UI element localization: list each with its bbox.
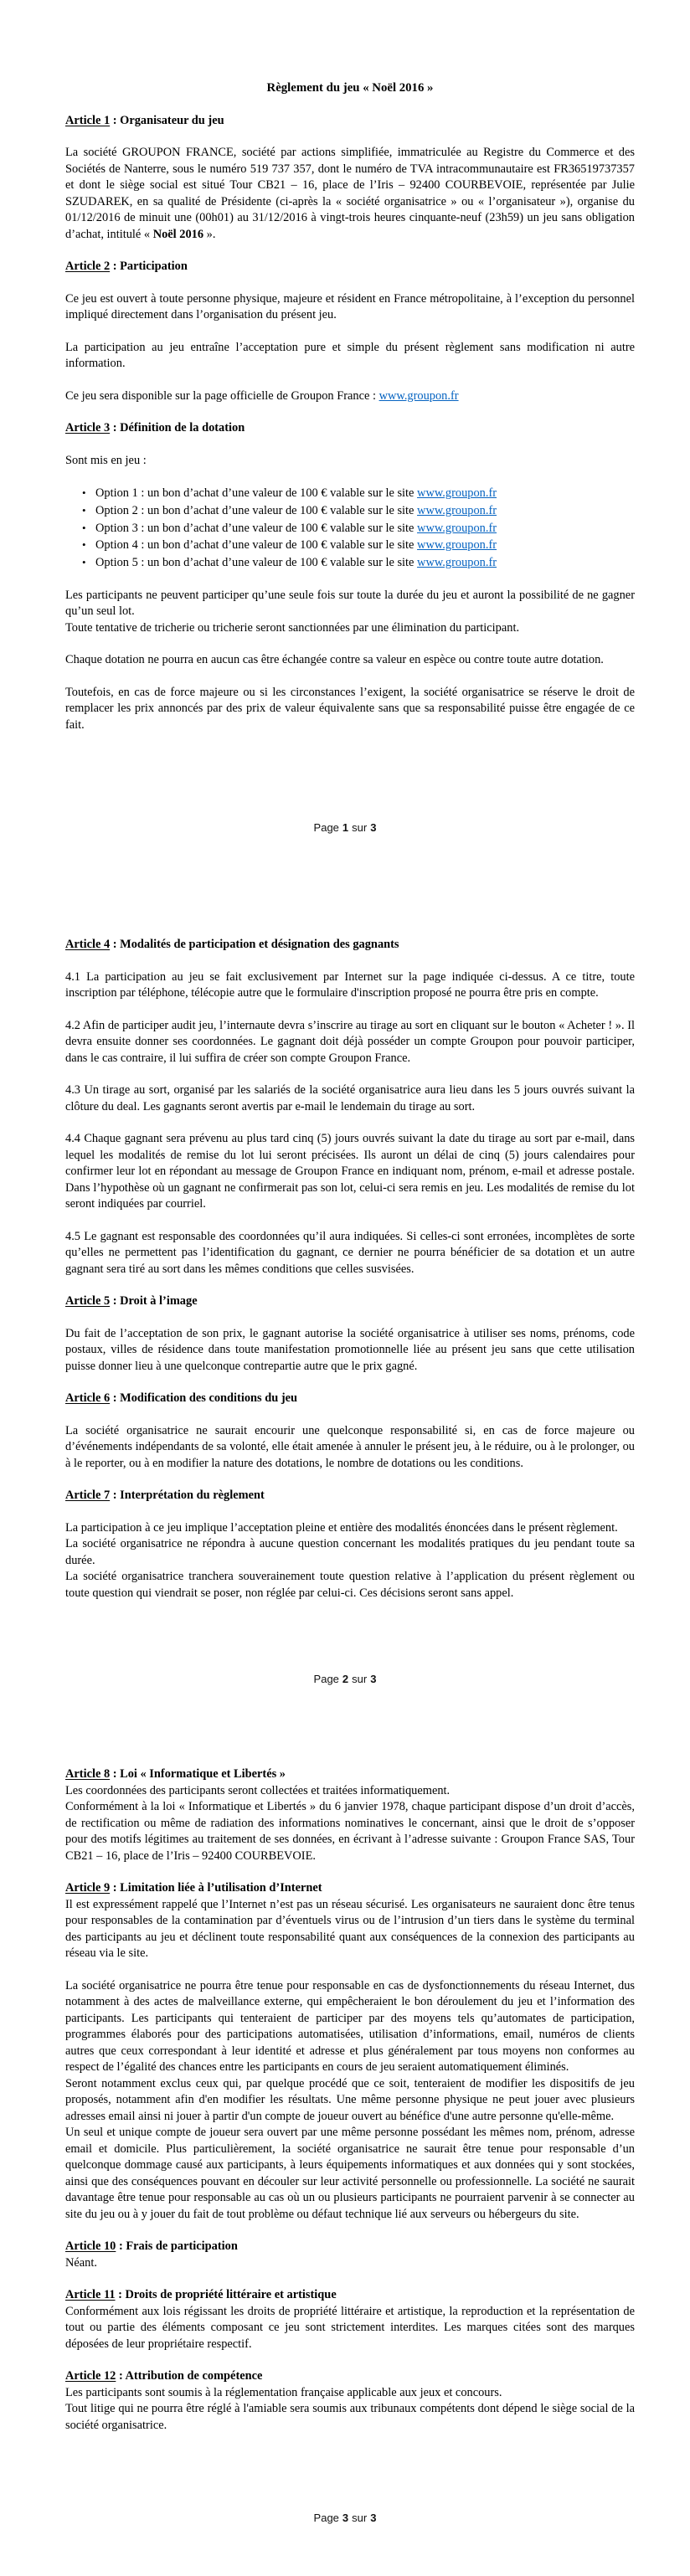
groupon-link[interactable]: www.groupon.fr	[417, 538, 497, 553]
paragraph	[65, 1536, 635, 1569]
text-run: La société organisatrice ne saurait encourir une quelconque responsabilité si, en cas de force majeure ou d’événements indépendants de sa volonté, elle était amenée à annuler le présent jeu, à le réduire, ou à le prolonger, ou à le reporter, ou à en modifier la nature des dotations, le nombre de dotations ou les conditions.	[65, 1423, 635, 1470]
page-3	[0, 1706, 690, 2576]
article-number: Article 4	[65, 938, 111, 951]
article-heading	[65, 1391, 635, 1407]
footer-page-number: 1	[342, 821, 349, 834]
text-run: Un seul et unique compte de joueur sera ouvert par une même personne possédant les mêmes nom, prénom, adresse email et domicile. Plus particulièrement, la société organisatrice ne saurait être tenue pour responsable d’un quelconque dommage causé aux participants, à leurs équipements informatiques et aux données qui y sont stockées, ainsi que des conséquences pouvant en découler sur leur activité personnelle ou professionnelle. La société ne saurait davantage être tenue pour responsable au cas où un ou plusieurs participants ne pourraient parvenir à se connecter au site du jeu ou à y jouer du fait de tout problème ou défaut technique lié aux serveurs ou hébergeurs du site.	[65, 2126, 635, 2221]
article-heading	[65, 1488, 635, 1504]
text-run: Du fait de l’acceptation de son prix, le gagnant autorise la société organisatrice à utiliser ses noms, prénoms, code postaux, villes de résidence dans toute manifestation promotionnelle liée au présent jeu sans que cette utilisation puisse donner lieu à une quelconque contrepartie autre que le prix gagné.	[65, 1326, 635, 1373]
text-run: Option 4 : un bon d’achat d’une valeur de 100 € valable sur le site	[95, 538, 418, 553]
article-heading-title: : Loi « Informatique et Libertés »	[110, 1767, 286, 1781]
paragraph	[65, 1423, 635, 1473]
text-run: Ce jeu est ouvert à toute personne physique, majeure et résident en France métropolitaine, à l’exception du personnel impliqué directement dans l’organisation du présent jeu.	[65, 291, 635, 321]
paragraph	[65, 453, 635, 470]
bullet-text	[95, 485, 635, 502]
bullet-text	[95, 537, 635, 554]
bullet-icon: •	[82, 503, 86, 517]
article-heading-title: : Organisateur du jeu	[110, 113, 224, 127]
text-run: La société organisatrice tranchera souverainement toute question relative à l’application du présent règlement ou toute question qui viendrait se poser, non réglée par celui-ci. Ces décisions seront sans appel.	[65, 1570, 635, 1600]
paragraph	[65, 1978, 635, 2076]
text-run: 4.2 Afin de participer audit jeu, l’internaute devra s’inscrire au tirage au sort en cliquant sur le bouton « Acheter ! ». Il devra ensuite donner ses coordonnées. Le gagnant doit déjà posséder un compte Groupon pour pouvoir participer, dans le cas contraire, il lui suffira de créer son compte Groupon France.	[65, 1018, 635, 1065]
page-2	[0, 853, 690, 1706]
paragraph	[65, 685, 635, 734]
article-heading	[65, 1880, 635, 1897]
text-run: 4.1 La participation au jeu se fait exclusivement par Internet sur la page indiquée ci-dessus. A ce titre, toute inscription par téléphone, télécopie autre que le formulaire d'inscription proposé ne pourra être pris en compte.	[65, 969, 635, 1000]
paragraph	[65, 1799, 635, 1864]
page-3-body	[65, 1766, 635, 2434]
text-run: Conformément à la loi « Informatique et Libertés » du 6 janvier 1978, chaque participant dispose d’un droit d’accès, de rectification ou même de radiation des informations nominatives le concernant, ainsi que le droit de s’opposer pour des motifs légitimes au traitement de ses données, en écrivant à l’adresse suivante : Groupon France SAS, Tour CB21 – 16, place de l’Iris – 92400 COURBEVOIE.	[65, 1800, 635, 1863]
article-heading-title: : Modification des conditions du jeu	[110, 1391, 298, 1405]
bullet-icon: •	[82, 556, 86, 569]
bullet-item	[65, 554, 635, 572]
paragraph	[65, 1018, 635, 1067]
article-heading	[65, 2239, 635, 2255]
article-number: Article 7	[65, 1489, 111, 1502]
footer-total-pages: 3	[370, 821, 377, 834]
groupon-link[interactable]: www.groupon.fr	[417, 521, 497, 535]
article-number: Article 11	[65, 2288, 116, 2301]
text-run: 4.5 Le gagnant est responsable des coordonnées qu’il aura indiquées. Si celles-ci sont erronées, incomplètes de sorte qu’elles ne permettent pas l’identification du gagnant, ce dernier ne pourra bénéficier de sa dotation et un autre gagnant sera tiré au sort dans les mêmes conditions que celles susvisées.	[65, 1229, 635, 1276]
bullet-list	[65, 485, 635, 572]
paragraph	[65, 1783, 635, 1800]
text-run: Toute tentative de tricherie ou tricherie seront sanctionnées par une élimination du participant.	[65, 620, 520, 635]
bullet-item	[65, 520, 635, 537]
paragraph	[65, 652, 635, 669]
bullet-text	[95, 502, 635, 520]
paragraph	[65, 1897, 635, 1962]
page-2-body	[65, 937, 635, 1602]
paragraph	[65, 2401, 635, 2434]
text-run: Les coordonnées des participants seront collectées et traitées informatiquement.	[65, 1783, 451, 1797]
text-run: Néant.	[65, 2255, 97, 2270]
text-run: La participation à ce jeu implique l’acceptation pleine et entière des modalités énoncées dans le présent règlement.	[65, 1520, 618, 1535]
bullet-text	[95, 554, 635, 572]
footer-separator: sur	[352, 821, 368, 834]
paragraph	[65, 588, 635, 620]
paragraph	[65, 620, 635, 637]
footer-page-number: 3	[342, 2512, 349, 2524]
article-heading	[65, 1293, 635, 1310]
paragraph	[65, 291, 635, 324]
paragraph	[65, 969, 635, 1002]
footer-page-number: 2	[342, 1673, 349, 1685]
article-number: Article 2	[65, 260, 111, 273]
paragraph	[65, 388, 635, 405]
article-number: Article 5	[65, 1294, 111, 1308]
text-run: La société organisatrice ne pourra être tenue pour responsable en cas de dysfonctionnements du réseau Internet, dus notamment à des actes de malveillance externe, qui empêcheraient le bon déroulement du jeu et l’information des participants. Les participants qui tenteraient de participer par des moyens tels qu’automates de participation, programmes élaborés pour des participations automatisées, utilisation d’informations, email, numéros de clients autres que ceux correspondant à leur identité et adresse et plus généralement par tous moyens non conformes au respect de l’égalité des chances entre les participants en cours de jeu seraient automatiquement éliminés.	[65, 1978, 635, 2074]
text-run: Sont mis en jeu :	[65, 453, 147, 467]
article-heading-title: : Participation	[110, 260, 188, 273]
groupon-link[interactable]: www.groupon.fr	[417, 503, 497, 517]
article-number: Article 3	[65, 421, 111, 434]
article-heading	[65, 259, 635, 275]
text-run: Option 5 : un bon d’achat d’une valeur de 100 € valable sur le site	[95, 556, 418, 570]
paragraph	[65, 2385, 635, 2402]
footer-label: Page	[313, 2512, 339, 2524]
text-run: La société GROUPON FRANCE, société par actions simplifiée, immatriculée au Registre du Commerce et des Sociétés de Nanterre, sous le numéro 519 737 357, dont le numéro de TVA intracommunautaire est FR36519737357 et dont le siège social est situé Tour CB21 – 16, place de l’Iris – 92400 COURBEVOIE, représentée par Julie SZUDAREK, en sa qualité de Présidente (ci-après la « société organisatrice » ou « l’organisateur »), organise du 01/12/2016 de minuit une (00h01) au 31/12/2016 à vingt-trois heures cinquante-neuf (23h59) un jeu sans obligation d’achat, intitulé «	[65, 146, 635, 241]
article-heading-title: : Frais de participation	[116, 2239, 238, 2253]
text-run: Toutefois, en cas de force majeure ou si les circonstances l’exigent, la société organisatrice se réserve le droit de remplacer les prix annoncés par des prix de valeur équivalente sans que sa responsabilité puisse être engagée de ce fait.	[65, 685, 635, 732]
paragraph	[65, 2125, 635, 2223]
text-run: Chaque dotation ne pourra en aucun cas être échangée contre sa valeur en espèce ou contre toute autre dotation.	[65, 653, 604, 667]
article-heading-title: : Limitation liée à l’utilisation d’Internet	[110, 1881, 322, 1895]
text-run: Conformément aux lois régissant les droits de propriété littéraire et artistique, la reproduction et la représentation de tout ou partie des éléments composant ce jeu sont strictement interdites. Les marques citées sont des marques déposées de leur propriétaire respectif.	[65, 2304, 635, 2351]
paragraph	[65, 1229, 635, 1278]
bullet-icon: •	[82, 486, 86, 499]
text-run: Option 1 : un bon d’achat d’une valeur de 100 € valable sur le site	[95, 486, 418, 500]
page-1-body	[65, 80, 635, 733]
groupon-link[interactable]: www.groupon.fr	[417, 556, 497, 570]
article-number: Article 10	[65, 2239, 116, 2253]
text-run: Les participants sont soumis à la réglementation française applicable aux jeux et concours.	[65, 2385, 502, 2399]
footer-label: Page	[313, 821, 339, 834]
article-number: Article 6	[65, 1391, 111, 1405]
footer-total-pages: 3	[370, 2512, 377, 2524]
page-1	[0, 0, 690, 853]
text-run: 4.4 Chaque gagnant sera prévenu au plus tard cinq (5) jours ouvrés suivant la date du tirage au sort par e-mail, dans lequel les modalités de remise du lot lui seront précisées. Ils auront un délai de cinq (5) jours calendaires pour confirmer leur lot en répondant au message de Groupon France en indiquant nom, prénom, e-mail et adresse postale. Dans l’hypothèse où un gagnant ne confirmerait pas son lot, celui-ci sera remis en jeu. Les modalités de remise du lot seront indiquées par courriel.	[65, 1132, 635, 1211]
article-heading-title: : Attribution de compétence	[116, 2369, 263, 2383]
footer-separator: sur	[352, 2512, 368, 2524]
bullet-item	[65, 502, 635, 520]
article-number: Article 8	[65, 1767, 111, 1781]
text-run: ».	[203, 227, 216, 241]
footer-label: Page	[313, 1673, 339, 1685]
footer-total-pages: 3	[370, 1673, 377, 1685]
article-heading	[65, 2368, 635, 2385]
article-heading	[65, 2287, 635, 2304]
article-heading-title: : Droit à l’image	[110, 1294, 198, 1308]
text-run: Option 2 : un bon d’achat d’une valeur de 100 € valable sur le site	[95, 503, 418, 517]
article-number: Article 12	[65, 2369, 116, 2383]
text-run: Tout litige qui ne pourra être réglé à l'amiable sera soumis aux tribunaux compétents dont dépend le siège social de la société organisatrice.	[65, 2402, 635, 2432]
article-heading-title: : Droits de propriété littéraire et artistique	[115, 2288, 337, 2301]
bullet-text	[95, 520, 635, 537]
bullet-icon: •	[82, 538, 86, 552]
text-run: Option 3 : un bon d’achat d’une valeur de 100 € valable sur le site	[95, 521, 418, 535]
paragraph	[65, 1131, 635, 1213]
article-number: Article 1	[65, 113, 111, 127]
text-run: 4.3 Un tirage au sort, organisé par les salariés de la société organisatrice aura lieu dans les 5 jours ouvrés suivant la clôture du deal. Les gagnants seront avertis par e-mail le lendemain du tirage au sort.	[65, 1083, 635, 1113]
paragraph	[65, 145, 635, 243]
bullet-item	[65, 537, 635, 554]
text-run: La société organisatrice ne répondra à aucune question concernant les modalités pratiques du jeu pendant toute sa durée.	[65, 1537, 635, 1567]
text-run: Les participants ne peuvent participer qu’une seule fois sur toute la durée du jeu et auront la possibilité de ne gagner qu’un seul lot.	[65, 588, 635, 619]
paragraph	[65, 1326, 635, 1375]
paragraph	[65, 2076, 635, 2126]
paragraph	[65, 1082, 635, 1115]
text-run: Ce jeu sera disponible sur la page officielle de Groupon France :	[65, 388, 379, 403]
paragraph	[65, 2304, 635, 2353]
article-heading	[65, 420, 635, 437]
page-footer	[0, 2512, 690, 2524]
paragraph	[65, 1569, 635, 1602]
paragraph	[65, 340, 635, 373]
page-footer	[0, 821, 690, 834]
text-run: Seront notamment exclus ceux qui, par quelque procédé que ce soit, tenteraient de modifier les dispositifs de jeu proposés, notamment afin d'en modifier les résultats. Une même personne physique ne peut jouer avec plusieurs adresses email ainsi ni jouer à partir d'un compte de joueur ouvert au bénéfice d'une autre personne qu'elle-même.	[65, 2076, 635, 2123]
bullet-item	[65, 485, 635, 502]
article-heading-title: : Interprétation du règlement	[110, 1489, 265, 1502]
article-heading-title: : Modalités de participation et désignation des gagnants	[110, 938, 399, 951]
article-heading	[65, 937, 635, 954]
groupon-link[interactable]: www.groupon.fr	[417, 486, 497, 500]
article-number: Article 9	[65, 1881, 111, 1895]
document-title: Règlement du jeu « Noël 2016 »	[266, 81, 434, 95]
page-footer	[0, 1673, 690, 1685]
article-heading	[65, 1766, 635, 1783]
bullet-icon: •	[82, 521, 86, 534]
text-run: La participation au jeu entraîne l’acceptation pure et simple du présent règlement sans modification ni autre information.	[65, 340, 635, 370]
article-heading-title: : Définition de la dotation	[110, 421, 245, 434]
groupon-link[interactable]: www.groupon.fr	[378, 388, 459, 403]
paragraph	[65, 1520, 635, 1537]
text-run: Il est expressément rappelé que l’Internet n’est pas un réseau sécurisé. Les organisateurs ne sauraient donc être tenus pour responsables de la contamination par d’éventuels virus ou de l’intrusion d’un tiers dans le système du terminal des participants au jeu et déclinent toute responsabilité quant aux conséquences de la connexion des participants au réseau via le site.	[65, 1897, 635, 1960]
bold-text: Noël 2016	[152, 227, 204, 241]
paragraph	[65, 2255, 635, 2272]
article-heading	[65, 113, 635, 130]
footer-separator: sur	[352, 1673, 368, 1685]
